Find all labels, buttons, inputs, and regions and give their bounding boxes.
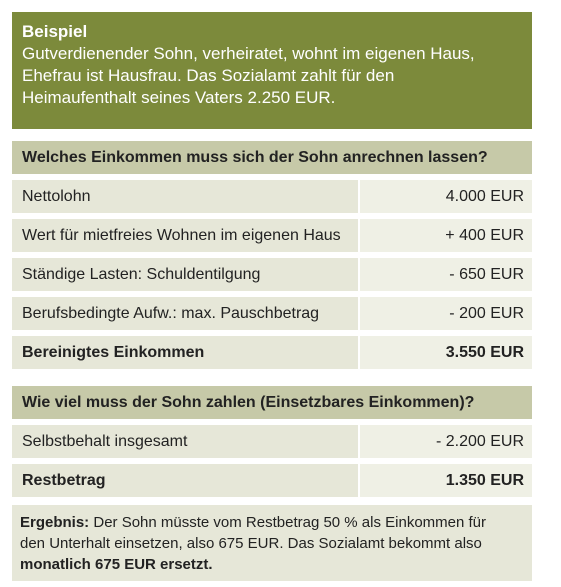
row-label: Ständige Lasten: Schuldentilgung	[12, 258, 358, 291]
total-row	[12, 464, 532, 497]
row-value: - 200 EUR	[360, 297, 532, 330]
intro-line-2: Ehefrau ist Hausfrau. Das Sozialamt zahlt für den	[22, 66, 395, 85]
table-row	[12, 425, 532, 458]
table-row	[12, 258, 532, 291]
total-label: Bereinigtes Einkommen	[12, 336, 358, 369]
row-label: Berufsbedingte Aufw.: max. Pauschbetrag	[12, 297, 358, 330]
row-value: - 2.200 EUR	[360, 425, 532, 458]
total-value: 3.550 EUR	[360, 336, 532, 369]
result-text-2: den Unterhalt einsetzen, also 675 EUR. Das Sozialamt bekommt also	[20, 535, 482, 552]
row-label: Wert für mietfreies Wohnen im eigenen Haus	[12, 219, 358, 252]
row-label: Nettolohn	[12, 180, 358, 213]
total-row	[12, 336, 532, 369]
row-value: 4.000 EUR	[360, 180, 532, 213]
intro-box	[12, 12, 532, 129]
payment-table	[12, 425, 532, 497]
intro-line-3: Heimaufenthalt seines Vaters 2.250 EUR.	[22, 88, 336, 107]
row-value: + 400 EUR	[360, 219, 532, 252]
intro-title: Beispiel	[22, 22, 88, 41]
row-value: - 650 EUR	[360, 258, 532, 291]
result-text-3: monatlich 675 EUR ersetzt.	[20, 556, 213, 573]
income-table	[12, 180, 532, 369]
total-value: 1.350 EUR	[360, 464, 532, 497]
table-row	[12, 219, 532, 252]
result-text-1: Der Sohn müsste vom Restbetrag 50 % als Einkommen für	[89, 514, 487, 531]
row-label: Selbstbehalt insgesamt	[12, 425, 358, 458]
intro-line-1: Gutverdienender Sohn, verheiratet, wohnt im eigenen Haus,	[22, 44, 475, 63]
section1-heading: Welches Einkommen muss sich der Sohn anrechnen lassen?	[12, 141, 532, 174]
table-row	[12, 180, 532, 213]
table-row	[12, 297, 532, 330]
result-label: Ergebnis:	[20, 514, 90, 531]
total-label: Restbetrag	[12, 464, 358, 497]
result-box	[12, 505, 532, 581]
section2-heading: Wie viel muss der Sohn zahlen (Einsetzbares Einkommen)?	[12, 386, 532, 419]
